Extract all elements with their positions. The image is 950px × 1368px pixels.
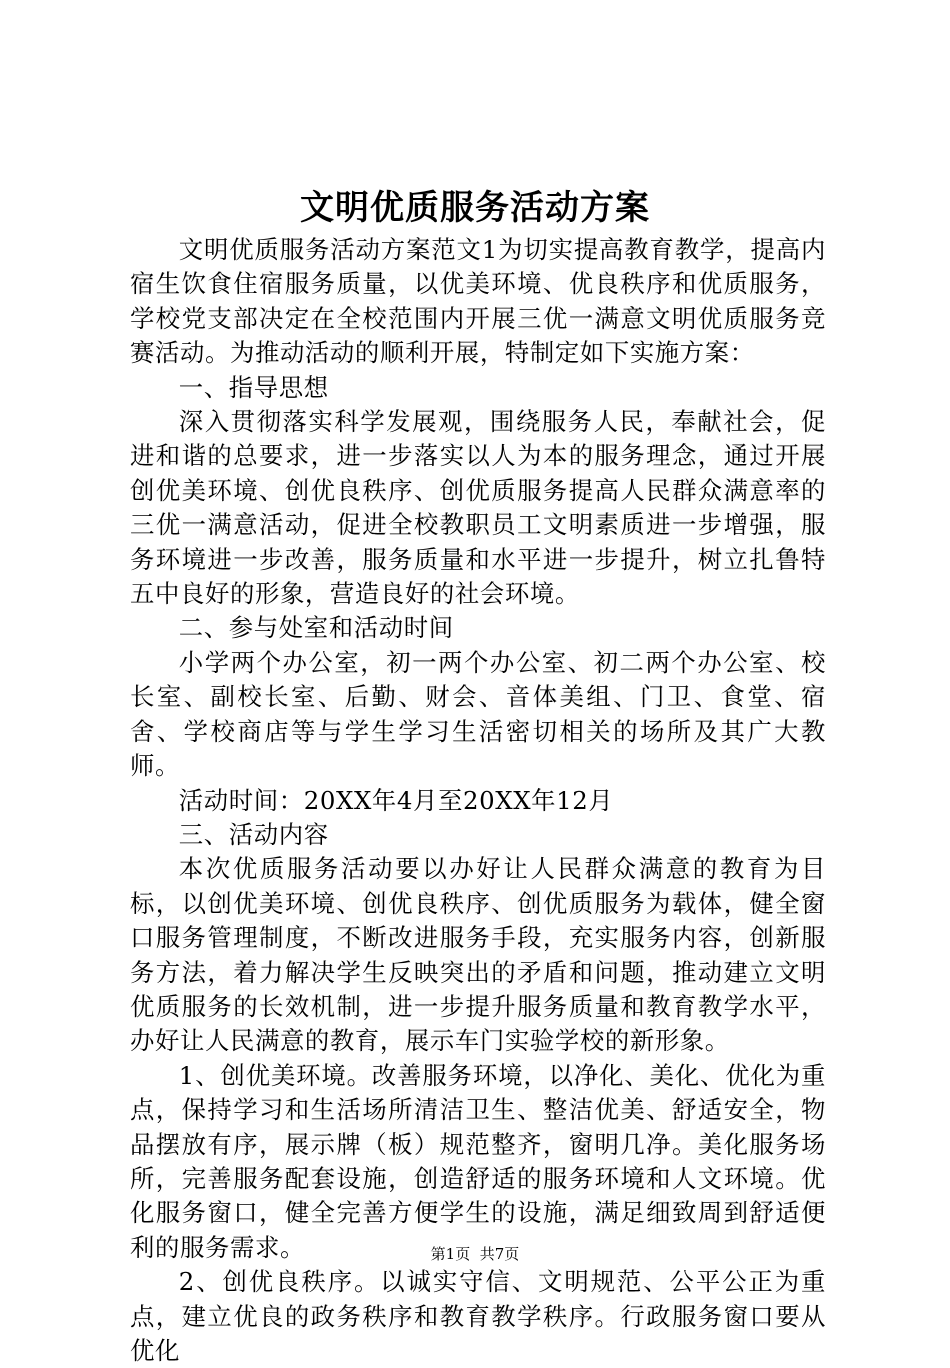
heading-activity-content: 三、活动内容 [178,819,329,849]
paragraph-guiding-thought: 深入贯彻落实科学发展观，围绕服务人民，奉献社会，促进和谐的总要求，进一步落实以人为本的服务理念，通过开展创优美环境、创优良秩序、创优质服务提高人民群众满意率的三优一满意活动，促进全校教职员工文明素质进一步增强，服务环境进一步改善，服务质量和水平进一步提升，树立扎鲁特五中良好的形象，营造良好的社会环境。 [130,407,826,609]
paragraph-item-order: 2、创优良秩序。以诚实守信、文明规范、公平公正为重点，建立优良的政务秩序和教育教学秩序。行政服务窗口要从优化 [130,1267,826,1365]
heading-participants-time: 二、参与处室和活动时间 [178,613,454,643]
page-footer [0,1244,950,1264]
paragraph-activity-content: 本次优质服务活动要以办好让人民群众满意的教育为目标，以创优美环境、创优良秩序、创优质服务为载体，健全窗口服务管理制度，不断改进服务手段，充实服务内容，创新服务方法，着力解决学生反映突出的矛盾和问题，推动建立文明优质服务的长效机制，进一步提升服务质量和教育教学水平，办好让人民满意的教育，展示车门实验学校的新形象。 [130,854,826,1056]
paragraph-item-environment: 1、创优美环境。改善服务环境，以净化、美化、优化为重点，保持学习和生活场所清洁卫生、整洁优美、舒适安全，物品摆放有序，展示牌（板）规范整齐，窗明几净。美化服务场所，完善服务配套设施，创造舒适的服务环境和人文环境。优化服务窗口，健全完善方便学生的设施，满足细致周到舒适便利的服务需求。 [130,1060,826,1262]
document-title: 文明优质服务活动方案 [300,188,650,228]
heading-guiding-thought: 一、指导思想 [178,372,329,402]
document-body [130,233,826,1368]
page-total: 共7页 [479,1245,520,1263]
paragraph-intro: 文明优质服务活动方案范文1为切实提高教育教学，提高内宿生饮食住宿服务质量，以优美环境、优良秩序和优质服务，学校党支部决定在全校范围内开展三优一满意文明优质服务竞赛活动。为推动活动的顺利开展，特制定如下实施方案： [130,235,826,368]
paragraph-participants: 小学两个办公室，初一两个办公室、初二两个办公室、校长室、副校长室、后勤、财会、音体美组、门卫、食堂、宿舍、学校商店等与学生学习生活密切相关的场所及其广大教师。 [130,647,826,781]
paragraph-activity-time: 活动时间：20XX年4月至20XX年12月 [178,785,614,815]
page-number: 第1页 [430,1245,471,1263]
